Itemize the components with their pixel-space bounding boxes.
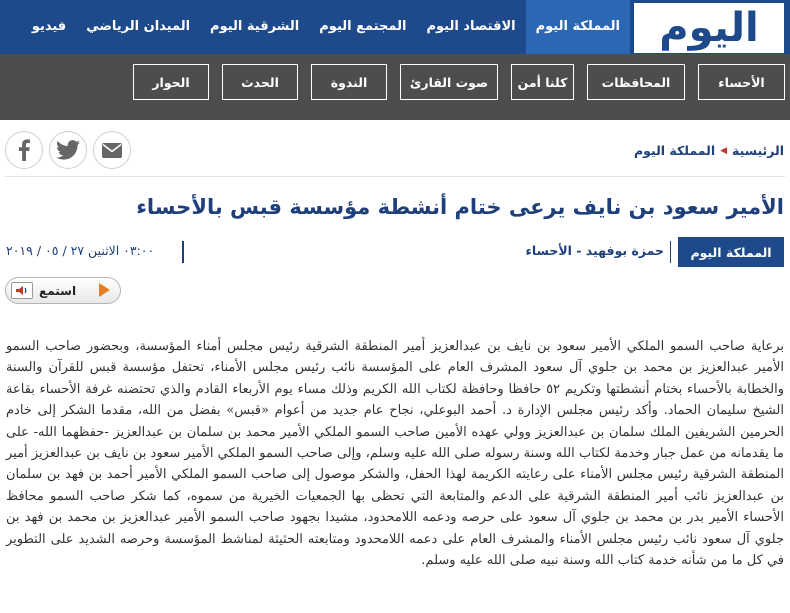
top-nav-video[interactable]: فيديو [31,19,67,34]
sec-nav-all-security[interactable]: كلنا أمن [511,64,574,100]
top-nav-society-today[interactable]: المجتمع اليوم [319,19,407,34]
article-body: برعاية صاحب السمو الملكي الأمير سعود بن نايف بن عبدالعزيز أمير المنطقة الشرقية رئيس مجلس أمناء المؤسسة، وبحضور صاحب السمو الأمير عبدالعزيز بن محمد بن جلوي آل سعود المشرف العام على المؤسسة نائب رئيس مجلس الأمناء، تحتفل مؤسسة قبس للقرآن والسنة والخطابة بالأحساء بختام أنشطتها وتكريم ٥٢ حافظا وحافظة لكتاب الله الكريم وذلك مساء يوم الأربعاء القادم والذي تحتضنه غرفة الأحساء بقاعة الشيخ سليمان الحماد. وأكد رئيس مجلس الإدارة د. أحمد البوعلي، نجاح عام جديد من أعوام «قبس» بفضل من الله، مقدما الشكر إلى خادم الحرمين الشريفين الملك سلمان بن عبدالعزيز وولي عهده الأمين صاحب السمو الملكي الأمير محمد بن سلمان بن عبدالعزيز -حفظهما الله- على ما يقدمانه من عمل جبار وخدمة لكتاب الله وسنة رسوله صلى الله عليه وسلم، وإلى صاحب السمو الملكي الأمير سعود بن نايف بن عبدالعزيز أمير المنطقة الشرقية رئيس مجلس الأمناء على رعايته الكريمة لهذا الحفل، والشكر موصول إلى صاحب السمو الملكي الأمير أحمد بن فهد بن سلمان بن عبدالعزيز نائب أمير المنطقة الشرقية على الدعم والمتابعة التي تحظى بها الجمعيات الخيرية من سموه، كما شكر صاحب السمو محافظ الأحساء الأمير بدر بن محمد بن جلوي آل سعود على حرصه ودعمه اللامحدود، مشيدا بجهود صاحب السمو الأمير عبدالعزيز بن محمد بن فهد بن جلوي آل سعود نائب رئيس مجلس الأمناء والمشرف العام على دعمه اللامحدود ومتابعته الحثيثة لمناشط المؤسسة وحرصه الشديد على التطوير في كل ما من شأنه خدمة كتاب الله وسنة نبيه صلى الله عليه وسلم. [6,339,784,569]
top-navigation [22,0,630,54]
top-nav-sports[interactable]: الميدان الرياضي [86,19,191,34]
top-nav-eastern-today[interactable]: الشرقية اليوم [210,19,300,34]
sec-nav-seminar[interactable]: الندوة [311,64,387,100]
top-nav-kingdom-today[interactable]: المملكة اليوم [526,0,630,54]
facebook-icon [17,139,31,161]
site-logo[interactable] [634,3,784,53]
sec-nav-alahsa[interactable]: الأحساء [698,64,785,100]
facebook-share-button[interactable] [5,131,43,169]
date-separator [182,241,184,263]
top-header-bar [0,0,790,54]
header-divider [5,176,785,177]
article-section-badge[interactable]: المملكة اليوم [678,237,784,267]
share-buttons [5,131,137,169]
breadcrumb-arrow-icon: ◀ [720,145,728,156]
play-icon [99,283,110,297]
article-title: الأمير سعود بن نايف يرعى ختام أنشطة مؤسسة قبس بالأحساء [136,195,784,219]
twitter-icon [56,140,80,160]
listen-button[interactable] [5,277,121,304]
listen-label: استمع [39,283,77,298]
top-nav-economy-today[interactable]: الاقتصاد اليوم [426,19,516,34]
sec-nav-reader-voice[interactable]: صوت القارئ [400,64,498,100]
meta-separator [670,241,671,263]
breadcrumb-home[interactable]: الرئيسية [732,143,784,158]
twitter-share-button[interactable] [49,131,87,169]
article-author: حمزة بوفهيد - الأحساء [525,243,664,258]
sec-nav-governorates[interactable]: المحافظات [587,64,685,100]
email-icon [102,143,122,158]
email-share-button[interactable] [93,131,131,169]
secondary-nav-bar [0,54,790,120]
sec-nav-dialogue[interactable]: الحوار [133,64,209,100]
breadcrumb [634,143,784,158]
article-date: ٠٣:٠٠ الاثنين ٢٧ / ٠٥ / ٢٠١٩ [6,243,155,258]
secondary-navigation [120,64,785,100]
breadcrumb-section[interactable]: المملكة اليوم [634,143,716,158]
logo-text: اليوم [659,5,759,51]
sec-nav-event[interactable]: الحدث [222,64,298,100]
speaker-icon [11,282,33,299]
